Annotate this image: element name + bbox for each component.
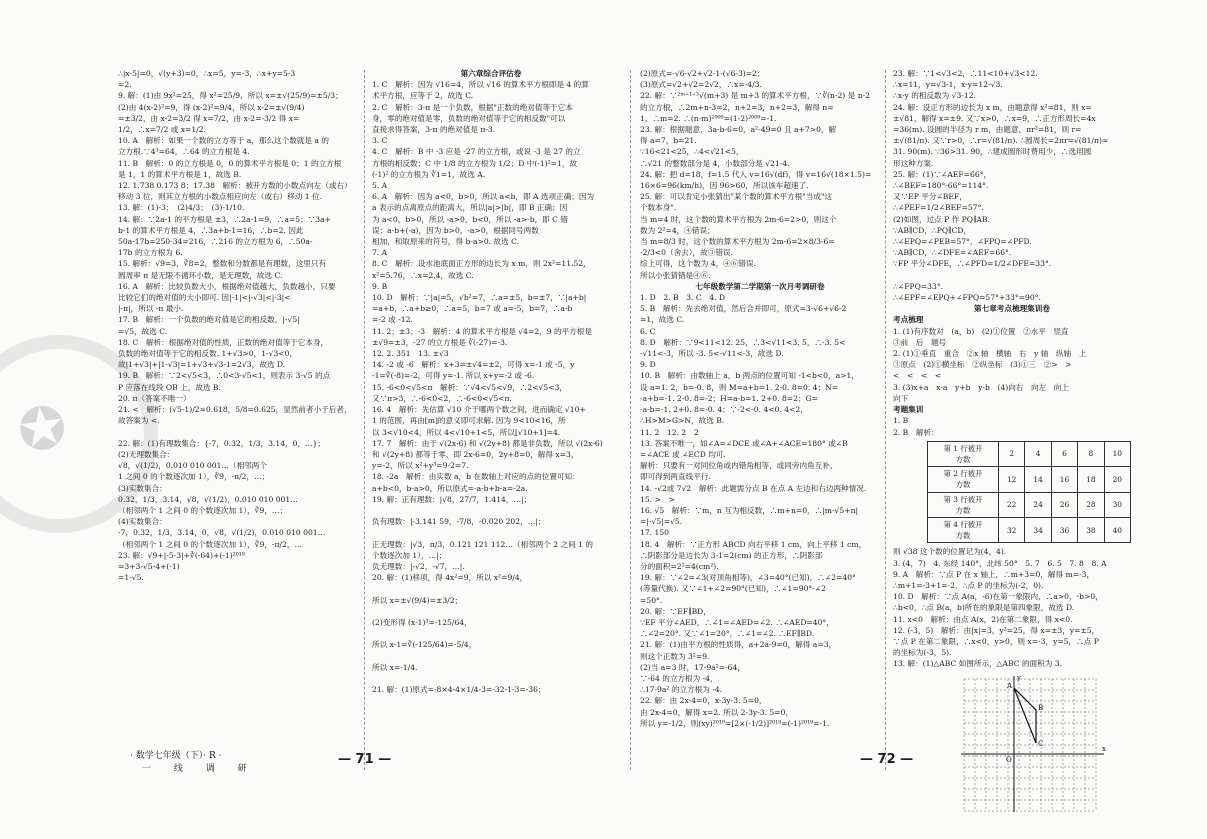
text-line: 考题集训	[893, 405, 924, 415]
text-line: 由 2x-4=0，解得 x=2. 所以 2-3y-3. 5=0，	[640, 707, 794, 717]
text-line: ∴|x-5|=0，√(y+3)=0，∴x=5，y=-3，∴x+y=5-3	[118, 69, 296, 78]
text-line: 分的面积=2²=4(cm²).	[640, 561, 719, 571]
text-line: 相加，和取原来的符号，得 b-a>0. 故选 C.	[372, 237, 520, 247]
text-line: 所以 x=-1/4.	[372, 662, 418, 672]
text-line: 12. 1.738 0.173 8；17.38 解析：被开方数的小数点向左（或右）	[118, 181, 352, 191]
table-cell: 第 3 行被开方数	[928, 492, 999, 517]
text-line: 15. 解析：√9=3，∛8=2，整数和分数都是有理数，这里只有	[118, 259, 327, 269]
text-line: 2. (1)①垂直 重合 ②x 轴 横轴 右 y 轴 纵轴 上	[893, 349, 1087, 359]
text-line: 20. π（答案不唯一）	[118, 393, 191, 403]
table-cell: 18	[1078, 467, 1104, 492]
text-line: 数为 2²=4，④错误；	[640, 225, 715, 235]
table-cell: 16	[1051, 467, 1077, 492]
triangle-abc	[1014, 688, 1036, 743]
table-row	[928, 492, 1131, 517]
text-line: 个数本身".	[640, 203, 677, 213]
text-line: 的坐标为(-3，5).	[893, 648, 952, 658]
text-line: 22. 解：∵²ᵐ⁺¹⁺³√(m+3) 是 m+3 的算术平方根，∵∛(n-2) 是 n-2	[640, 91, 870, 101]
text-line: 形这种方案.	[893, 158, 934, 168]
text-line: 术平方根，应等于 2，故选 C.	[372, 91, 474, 101]
text-line: 15. > >	[640, 494, 675, 504]
text-line: ∴17-9a² 的立方根为 -4.	[640, 685, 723, 695]
text-line: (3)原式=√2+√2=2√2，∴x=-4/3.	[640, 80, 762, 90]
text-line	[118, 427, 356, 438]
text-line: 16×6=96(km/h)，因 96>60，所以该车超速了.	[640, 181, 809, 191]
table-cell: 30	[1104, 492, 1130, 517]
table-cell: 22	[998, 492, 1024, 517]
text-line: (2)原式=-√6-√2+√2-1-(√6-3)=2；	[640, 69, 765, 78]
text-line: 负数的绝对值等于它的相反数. 1+√3>0，1-√3<0，	[118, 349, 298, 359]
text-line: y=-2，所以 x²+y³=9-2=7.	[372, 461, 469, 471]
text-line: 立方根.∵4³=64，∴64 的立方根是 4.	[118, 147, 250, 157]
table-row	[928, 441, 1131, 466]
text-line: ∴∠BEF=180°-66°=114°.	[893, 181, 989, 191]
text-line: 3. (4，7) 4. 东经 140°，北纬 50° 5. 7 6. 5 7. 8 8. A	[893, 558, 1107, 568]
text-line: 1，∴m=2. ∴(n-m)²⁰⁰⁹=(1-2)²⁰⁰⁹=-1.	[640, 113, 777, 123]
text-line: -a-b=-1. 2+0. 8=-0. 4；∵-2<-0. 4<0. 4<2，	[640, 405, 808, 415]
text-line: =1-√5.	[118, 573, 144, 583]
text-line: -2/3<0（舍去），故③错误.	[640, 248, 733, 258]
text-line	[372, 673, 610, 684]
text-line: 19. 解：正有理数：|√8，27/7，1.414，…|；	[372, 494, 532, 504]
text-line: 2. B 解析：	[893, 427, 939, 437]
text-line	[372, 505, 610, 516]
text-line: 又∵EP 平分∠BEF，	[893, 192, 967, 202]
text-line: 所以小张猜错是④⑥.	[640, 270, 711, 280]
text-line: P 应落在线段 OB 上，故选 B.	[118, 382, 221, 392]
text-line: 10. A 解析：如果一个数的立方等于 a，那么这个数就是 a 的	[118, 136, 329, 146]
text-line: 所以 y=-1/2，则(xy)²⁰¹⁹=[2×(-1/2)]²⁰¹⁹=(-1)²⁰¹⁹=-1.	[640, 718, 830, 728]
text-line: 21. < 解析：(√5-1)/2≈0.618，5/8=0.625，显然前者小于后者，	[118, 405, 352, 415]
table-cell: 8	[1078, 441, 1104, 466]
text-line: =√5，故选 C.	[118, 326, 168, 336]
column-4-text-after	[893, 546, 1131, 669]
text-line: =3+3-√5-4+(-1)	[118, 561, 180, 571]
text-line: 4. C 解析：B 中 -3 应是 -27 的立方根，或说 -3 是 27 的立	[372, 147, 581, 157]
table-cell: 6	[1051, 441, 1077, 466]
text-line: ∵AB∥CD，∴∠DFE=∠AEF=66°.	[893, 248, 1012, 258]
text-line: 解析：只要有一对同位角或内错角相等，或同旁内角互补，	[640, 461, 838, 471]
text-line: 5. A	[372, 181, 388, 191]
text-line: 设 a=1. 2，b=-0. 8，则 M=a+b=1. 2-0. 8=0. 4；N=	[640, 382, 839, 392]
text-line: 以 3<√10<4，所以 4<√10+1<5，所以[√10+1]=4.	[372, 427, 561, 437]
text-line: 20. 解：(1)移项，得 4x²=9，所以 x²=9/4，	[372, 573, 528, 583]
text-line: 8. C 解析：设水池底面正方形的边长为 x m，则 2x²=11.52，	[372, 259, 591, 269]
text-line: 误；a-b+(-a)，因为 b>0，-a>0，根据同号两数	[372, 225, 539, 235]
table-cell: 第 2 行被开方数	[928, 467, 999, 492]
text-line: b-1 的算术平方根是 4，∴3a+b-1=16，∴b=2. 因此	[118, 225, 304, 235]
table-cell: 第 4 行被开方数	[928, 517, 999, 542]
text-line: ∴H>M>G>N，故选 B.	[640, 416, 725, 426]
text-line: 的立方根，∴2m+n-3=2，n+2=3，n+2=3，解得 n=	[640, 102, 834, 112]
text-line: =±3/2，由 x-2=3/2 得 x=7/2，由 x-2=-3/2 得 x=	[118, 113, 300, 123]
text-line: =∠ACE 或 ∠ECD 均可.	[640, 449, 726, 459]
column-divider	[885, 70, 886, 770]
page-number-left: — 71 —	[338, 752, 392, 767]
text-line: 9. 解：(1)由 9x²=25，得 x²=25/9，所以 x=±√(25/9)=±5/3；	[118, 91, 343, 101]
text-line: -a+b=-1. 2-0. 8=-2；H=a-b=1. 2+0. 8=2；G=	[640, 393, 819, 403]
series-subtitle: 一 线 调 研	[142, 764, 257, 774]
text-line: ∴m+1=-3+1=-2，∴点 P 的坐标为(-2，0).	[893, 580, 1044, 590]
text-line: 负有理数：|-3.141 59，-7/8，-0.020 202，…|；	[372, 517, 546, 527]
text-line: 5. B 解析：先去绝对值，然后合并即可，原式=3-√6+√6-2	[640, 304, 847, 314]
text-line: 21. 解：(1)原式=-8×4-4×1/4-3=-32-1-3=-36；	[372, 685, 546, 695]
text-line: ∴∠PEF=1/2∠BEF=57°.	[893, 203, 984, 213]
text-line: 13. 解：(1)△ABC 如图所示，△ABC 的面积为 3.	[893, 659, 1062, 669]
text-line: 50a-17b=250-34=216，∴216 的立方根为 6，∴50a-	[118, 237, 313, 247]
text-line: 9. B	[372, 281, 388, 291]
table-cell: 38	[1078, 517, 1104, 542]
text-line: -7，0.32，1/3，3.14，0，√8，√(1/2)，0.010 010 001…	[118, 528, 326, 538]
table-cell: 40	[1104, 517, 1130, 542]
text-line: 17. 150	[640, 528, 669, 538]
text-line: 19. B 解析：∵2<√5<3，∴0<3-√5<1，则表示 3-√5 的点	[118, 371, 331, 381]
text-line: ∴∠FPQ=33°.	[893, 281, 944, 291]
table-cell: 12	[998, 467, 1024, 492]
text-line	[893, 270, 1131, 281]
text-line: 31. 90(m). ∵36>31. 90，∴建成圆形时费用少，∴选用圆	[893, 147, 1092, 157]
text-line: ∵16<21<25，∴4<√21<5，	[640, 147, 744, 157]
text-line: 9. D	[640, 360, 656, 370]
table-row	[928, 467, 1131, 492]
text-line: 比较它们的绝对值的大小即可. 因|-1|<|-√3|<|-3|<	[118, 293, 291, 303]
answer-column-4	[893, 68, 1131, 817]
text-line: ∴x=11，y=√3-1，x-y=12-√3.	[893, 80, 1003, 90]
text-line: 10. D 解析：∵点 A(a，-6)在第一象限内，∴a>0，-b>0，	[893, 592, 1103, 602]
text-line: ∵EF 平分∠AED，∴∠1=∠AED=∠2. ∴∠AED=40°，	[640, 617, 834, 627]
watermark-seal-mark: ✪	[13, 391, 72, 467]
text-line	[372, 583, 610, 594]
text-line: 第六章综合评估卷	[460, 69, 522, 78]
text-line: ③原点 (2)①横坐标 ②纵坐标 (3)①三 ②> >	[893, 360, 1072, 370]
text-line: 14. -√2或 7√2 解析：此题需分点 B 在点 A 左边和右边两种情况.	[640, 483, 867, 493]
coordinate-grid-figure	[959, 674, 1109, 814]
text-line: 20. 解：∵EF∥BD，	[640, 606, 711, 616]
text-line: 方根的相反数；C 中 1/8 的立方根为 1/2；D 中(-1)²=1，故	[372, 158, 578, 168]
table-cell: 34	[1025, 517, 1051, 542]
text-line: 11. 2 12. 2 2	[640, 427, 699, 437]
text-line: 17. 7 解析：由于 √(2x-6) 和 √(2y+8) 都是非负数，所以 √(2x-6)	[372, 438, 603, 448]
table-row	[928, 517, 1131, 542]
text-line	[372, 651, 610, 662]
text-line: 16. A 解析：比较负数大小，根据绝对值越大，负数越小，只要	[118, 281, 336, 291]
text-line: 24. 解：把 d=18，f=1.5 代入 v=16√(df)，得 v=16√(18×1.5)=	[640, 169, 872, 179]
series-label: · 数学七年级（下）· R ·	[130, 751, 222, 761]
graph-label: B	[1038, 703, 1044, 712]
text-line: 和 √(2y+8) 都等于零，即 2x-6=0，2y+8=0，解得 x=3，	[372, 449, 579, 459]
text-line: 3. C	[372, 136, 388, 146]
text-line: 12. (-3，5) 解析：由|x|=3，y²=25，得 x=±3，y=±5，	[893, 625, 1100, 635]
text-line	[372, 628, 610, 639]
text-line: 8. D 解析：∵9<11<12. 25，∴3<√11<3. 5，∴-3. 5<	[640, 337, 846, 347]
text-line: 故答案为 <.	[118, 416, 160, 426]
text-line: (2)当 a=3 时，17-9a²=-64，	[640, 662, 745, 672]
table-cell: 20	[1104, 467, 1130, 492]
text-line: =a+b，∴a+b≥0，∴a=5，b=7 或 a=-5，b=7，∴a-b	[372, 304, 573, 314]
text-line: 14. -2 或 -6 解析：x+3=±√4=±2，可得 x=-1 或 -5，y	[372, 360, 575, 370]
text-line: (3)实数集合：	[118, 483, 167, 493]
text-line	[372, 606, 610, 617]
text-line: 综上可得，这个数为 4，④⑥错误.	[640, 259, 756, 269]
text-line: 18. 4 解析：∵正方形 ABCD 向右平移 1 cm，向上平移 1 cm，	[640, 539, 867, 549]
text-line: 所以 x-1=∛(-125/64)=-5/4，	[372, 640, 477, 650]
text-line: (2)由 4(x-2)²=9，得 (x-2)²=9/4，所以 x-2=±√(9/4)	[118, 102, 305, 112]
table-cell: 第 1 行被开方数	[928, 441, 999, 466]
text-line: 22. 解：由 2x-4=0，x-3y-3. 5=0，	[640, 696, 767, 706]
answer-column-1	[118, 68, 356, 583]
answer-column-2	[372, 68, 610, 695]
text-line: -1=∛(-8)=-2，可得 y=-1. 所以 x+y=-2 或 -6.	[372, 371, 535, 381]
text-line: 为 a<0，b>0，所以 -a>0，b<0，所以 -a>-b，即 C 错	[372, 214, 569, 224]
book-footer	[130, 750, 257, 776]
text-line: (-1)² 的立方根为 ∛1=1，故选 A.	[372, 169, 486, 179]
text-line: 15. -6<0<√5<π 解析：∵√4<√5<√9，∴2<√5<3，	[372, 382, 568, 392]
text-line: 18. C 解析：根据绝对值的性质，正数的绝对值等于它本身，	[118, 337, 329, 347]
text-line: ∴∠2=20°. 又∵∠1=20°，∴∠1=∠2. ∴EF∥BD.	[640, 629, 815, 639]
graph-label: C	[1038, 739, 1044, 748]
text-line: ∵点 P 在第二象限，∴x<0，y>0，则 x=-3，y=5，∴点 P	[893, 636, 1099, 646]
text-line: (等量代换). 又∵∠1+∠2=90°(已知)，∴∠1=90°-∠2	[640, 584, 826, 594]
text-line: 6. C	[640, 326, 656, 336]
table-cell: 2	[998, 441, 1024, 466]
text-line: ∴x-y 的相反数为 √3-12.	[893, 91, 976, 101]
answer-column-3	[640, 68, 880, 729]
text-line: ∴b<0，∴点 B(a，b)所在的象限是第四象限，故选 D.	[893, 603, 1075, 613]
text-line: 第七章考点梳理集训卷	[974, 304, 1050, 314]
text-line: 故|1+√3|+|1-√3|=1+√3+√3-1=2√3，故选 D.	[118, 360, 286, 370]
text-line: 个数逐次加 1），…|；	[372, 550, 447, 560]
text-line: 即可得到两直线平行.	[640, 472, 711, 482]
text-line: √8，√(1/2)，0.010 010 001…（相邻两个	[118, 461, 267, 471]
graph-label: A	[1007, 681, 1013, 690]
text-line: 25. 解：(1)∵∠AEF=66°，	[893, 169, 992, 179]
text-line: =|-√5|=√5.	[640, 517, 683, 527]
text-line: -√11<-3，所以 -3. 5<-√11<-3，故选 D.	[640, 349, 784, 359]
text-line: 11. x<0 解析：由点 A(x，2)在第二象限，得 x<0.	[893, 614, 1073, 624]
table-cell: 14	[1025, 467, 1051, 492]
text-line: a+b<0，b-a>0，所以原式=-a-b+b-a=-2a.	[372, 483, 528, 493]
text-line: 1. (1)有序数对 (a，b) (2)①位置 ②水平 竖直	[893, 326, 1069, 336]
table-cell: 24	[1025, 492, 1051, 517]
text-line: 9. A 解析：∵点 P 在 x 轴上，∴m+3=0，解得 m=-3，	[893, 569, 1095, 579]
text-line: 6. A 解析：因为 a<0，b>0，所以 a<b，即 A 选项正确；因为	[372, 192, 595, 202]
text-line: 所以 x=±√(9/4)=±3/2；	[372, 595, 463, 605]
text-line: ③前 后 题号	[893, 337, 947, 347]
text-line: 2. C 解析：3-π 是一个负数，根据"正数的绝对值等于它本	[372, 102, 573, 112]
text-line: 13. 答案不唯一，如∠A=∠DCE 或∠A+∠ACE=180° 或∠B	[640, 438, 848, 448]
text-line: ∴∠EPF=∠EPQ+∠FPQ=57°+33°=90°.	[893, 293, 1041, 303]
text-line: ±√81，解得 x=±9. 又∵x>0，∴x=9，∴正方形周长=4x	[893, 113, 1096, 123]
text-line: a 表示的点离原点的距离大，所以|a|>|b|，即 B 正确；因	[372, 203, 568, 213]
text-line: 1 之间 0 的个数逐次加 1），∛9，-π/2，…；	[118, 472, 270, 482]
text-line: 又∵π>3，∴-6<0<2，∴-6<0<√5<π.	[372, 393, 512, 403]
text-line: ∴∠EPQ=∠PEB=57°，∠FPQ=∠PFD.	[893, 237, 1032, 247]
text-line: 21. 解：(1)由平方根的性质得，a+2a-9=0，解得 a=3，	[640, 640, 837, 650]
text-line: 16. √5 解析：∵m，n 互为相反数，∴m+n=0，∴|m-√5+n|	[640, 505, 859, 515]
text-line: =1，故选 C.	[640, 315, 685, 325]
text-line: 10. D 解析：∵|a|=5，√b²=7，∴a=±5，b=±7，∵|a+b|	[372, 293, 587, 303]
text-line: =-2 或 -12.	[372, 315, 413, 325]
table-cell: 32	[998, 517, 1024, 542]
table-cell: 36	[1051, 517, 1077, 542]
column-divider	[630, 70, 631, 770]
text-line: 是 1，1 的算术平方根是 1，故选 B.	[118, 169, 242, 179]
table-cell: 10	[1104, 441, 1130, 466]
text-line: 当 m=4 时，这个数的算术平方根为 2m-6=2>0，则这个	[640, 214, 837, 224]
text-line: 19. 解：∵∠2=∠3(对顶角相等)，∠3=40°(已知)，∴∠2=40°	[640, 573, 856, 583]
text-line: =50°.	[640, 595, 663, 605]
column-divider	[364, 70, 365, 770]
text-line: 则这个正数为 3²=9.	[640, 651, 710, 661]
text-line: 18. -2a 解析：由实数 a，b 在数轴上对应的点的位置可知：	[372, 472, 580, 482]
text-line: x²=5.76，∴x=2.4，故选 C.	[372, 270, 474, 280]
text-line: 1. C 解析：因为 √16=4，所以 √16 的算术平方根即是 4 的算	[372, 80, 589, 90]
text-line: 17. B 解析：一个负数的绝对值是它的相反数，|-√5|	[118, 315, 300, 325]
text-line: (2)变形得 (x-1)³=-125/64，	[372, 617, 472, 627]
text-line: 向下	[893, 393, 909, 403]
text-line: =2.	[118, 80, 132, 90]
text-line: 当 m=8/3 时，这个数的算术平方根为 2m-6=2×8/3-6=	[640, 237, 835, 247]
text-line: 1 的范围，再由[m]的意义即可求解. 因为 9<10<16，所	[372, 416, 566, 426]
text-line: ∵FP 平分∠DFE，∴∠PFD=1/2∠DFE=33°.	[893, 259, 1052, 269]
text-line: 17b 的立方根为 6.	[118, 248, 183, 258]
text-line: 16. 4 解析：先估算 √10 介于哪两个数之间，进而确定 √10+	[372, 405, 586, 415]
text-line: 身，零的绝对值是零，负数的绝对值等于它的相反数"可以	[372, 113, 566, 123]
text-line: 1. B	[893, 416, 909, 426]
text-line: 22. 解：(1)有理数集合：{-7，0.32，1/3，3.14，0，…}；	[118, 438, 326, 448]
text-line: 11. 2；±3；-3 解析：4 的算术平方根是 √4=2，9 的平方根是	[372, 326, 592, 336]
text-line: 23. 解：∵1<√3<2，∴11<10+√3<12.	[893, 69, 1038, 78]
text-line: 12. 2. 351 13. ±√3	[372, 349, 449, 359]
text-line: =36(m). 设圆的半径为 r m，由题意，πr²=81，则 r=	[893, 125, 1082, 135]
text-line: 11. B 解析：0 的立方根是 0，0 的算术平方根是 0；1 的立方根	[118, 158, 342, 168]
text-line: 正无理数：|√3，π/3，0.121 121 112…（相邻两个 2 之间 1 的	[372, 539, 593, 549]
text-line: 得 a=7，b=21.	[640, 136, 697, 146]
text-line: ∵-64 的立方根为 -4，	[640, 673, 718, 683]
table-cell: 26	[1051, 492, 1077, 517]
text-line: |-π|，所以 -π 最小.	[118, 304, 184, 314]
text-line: 移动 3 位，则其立方根的小数点相应向左（或右）移动 1 位.	[118, 192, 322, 202]
text-line: 13. 解：(1)-3； (2)4/3； (3)-1/10.	[118, 203, 245, 213]
text-line: 7. A	[372, 248, 388, 258]
text-line: 3. (3)x+a x-a y+b y-b (4)向右 向左 向上	[893, 382, 1069, 392]
text-line: 14. 解：∵2a-1 的平方根是 ±3，∴2a-1=9，∴a=5；∵3a+	[118, 214, 331, 224]
text-line: 23. 解：根据题意，3a-b-6=0，a²-49=0 且 a+7>0，解	[640, 125, 837, 135]
graph-label: O	[1006, 755, 1012, 764]
text-line: 负无理数：|-√2，-√7，…|.	[372, 561, 465, 571]
graph-label: x	[1102, 744, 1106, 753]
text-line: (2)无理数集合：	[118, 449, 175, 459]
text-line: 10. B 解析：由数轴上 a，b 两点的位置可知 -1<b<0，a>1，	[640, 371, 859, 381]
column-4-text	[893, 68, 1131, 438]
text-line	[372, 527, 610, 538]
text-line: < < < <	[893, 371, 942, 381]
text-line: 23. 解：√9+|-5-3|+∛(-64)+(-1)²⁰¹⁹	[118, 550, 245, 560]
table-cell: 4	[1025, 441, 1051, 466]
text-line: 考点梳理	[893, 315, 924, 325]
text-line: （相邻两个 1 之间 0 的个数逐次加 1），∛9，-π/2，…	[118, 539, 303, 549]
text-line: 1. D 2. B 3. C 4. D	[640, 293, 725, 303]
page-number-right: — 72 —	[860, 752, 914, 767]
text-line: 直接求得答案，3-π 的绝对值是 π-3.	[372, 125, 496, 135]
text-line: (2)如图，过点 P 作 PQ∥AB.	[893, 214, 990, 224]
text-line: 七年级数学第二学期第一次月考调研卷	[695, 281, 825, 291]
table-cell: 28	[1078, 492, 1104, 517]
radicand-table	[927, 441, 1131, 544]
text-line: ±√9=±3，-27 的立方根是 ∛(-27)=-3.	[372, 337, 508, 347]
text-line: ∴√21 的整数部分是 4，小数部分是 √21-4.	[640, 158, 790, 168]
text-line: （相邻两个 1 之间 0 的个数逐次加 1），∛9，…；	[118, 505, 288, 515]
text-line: (4)实数集合：	[118, 517, 167, 527]
text-line: 圆周率 π 是无限不循环小数，是无理数，故选 C.	[118, 270, 283, 280]
text-line: 1/2，∴x=7/2 或 x=1/2.	[118, 125, 206, 135]
text-line: 24. 解：设正方形的边长为 x m，由题意得 x²=81，则 x=	[893, 102, 1092, 112]
graph-label: y	[1017, 673, 1021, 682]
text-line: ∵AB∥CD，∴PQ∥CD，	[893, 225, 972, 235]
text-line: ∴阴影部分是边长为 3-1=2(cm) 的正方形，∴阴影部	[640, 550, 823, 560]
text-line: 则 √38 这个数的位置记为(4，4).	[893, 547, 1007, 557]
text-line: 0.32，1/3，3.14，√8，√(1/2)，0.010 010 001…	[118, 494, 298, 504]
text-line: 25. 解：可以肯定小张猜出"某个数的算术平方根"当成"这	[640, 192, 833, 202]
text-line: ±√(81/π). 又∵r>0，∴r=√(81/π). ∴圆周长=2πr=√(81/π)≈	[893, 136, 1109, 146]
